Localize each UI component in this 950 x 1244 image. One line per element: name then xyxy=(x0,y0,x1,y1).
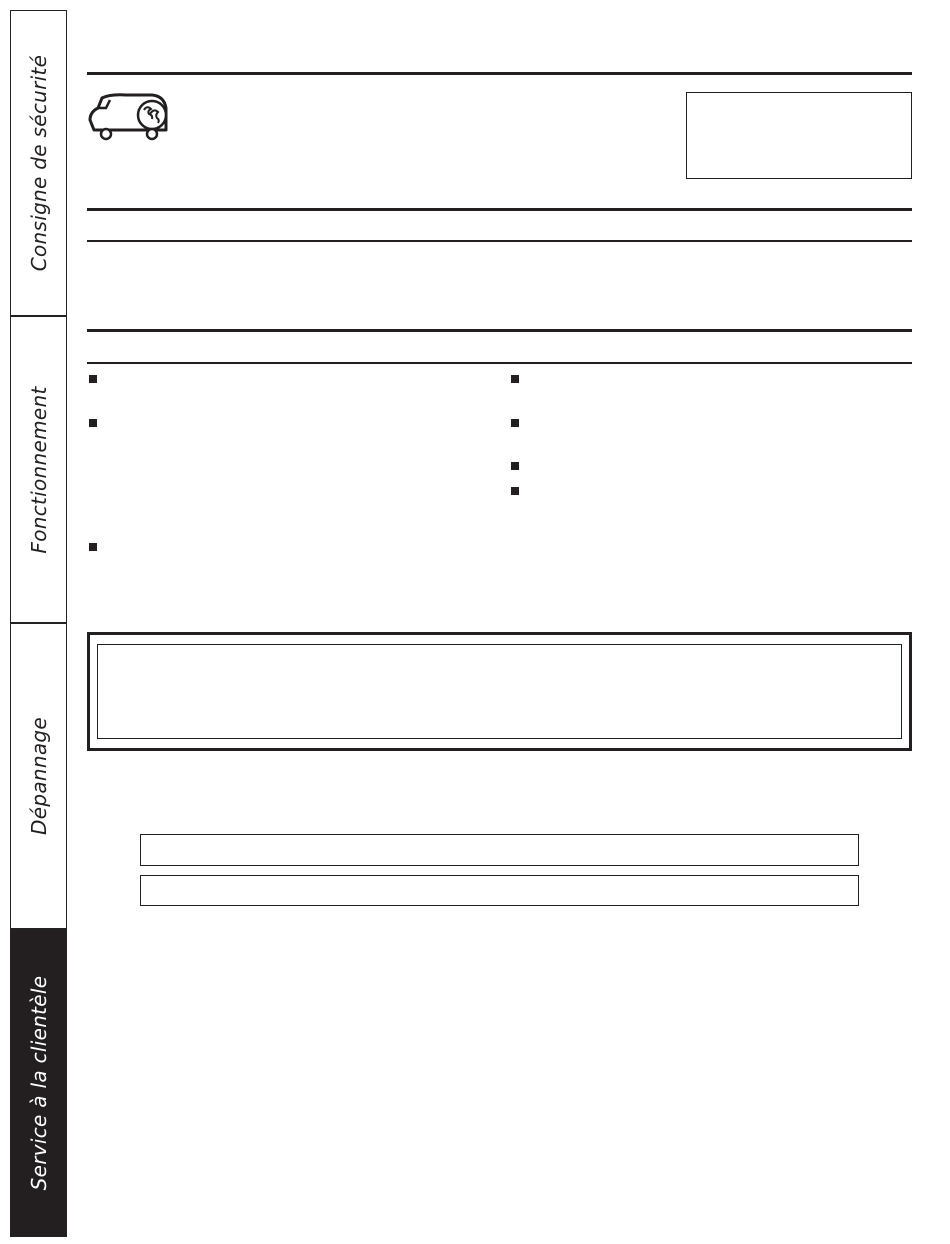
tab-service-a-la-clientele[interactable] xyxy=(10,929,67,1237)
header-rule xyxy=(87,72,912,75)
tab-fonctionnement[interactable] xyxy=(10,316,67,623)
ge-service-van-icon xyxy=(86,90,172,146)
section-rule xyxy=(87,240,912,242)
model-number-field[interactable] xyxy=(140,834,859,866)
section-rule xyxy=(87,329,912,332)
square-bullet-icon xyxy=(89,419,97,427)
notice-box-outer xyxy=(87,632,912,751)
section-rule xyxy=(87,362,912,364)
model-info-box xyxy=(686,92,912,179)
section-rule xyxy=(87,208,912,211)
square-bullet-icon xyxy=(511,487,519,495)
tab-label: Dépannage xyxy=(26,717,51,835)
tab-consigne-de-securite[interactable] xyxy=(10,10,67,316)
tab-depannage[interactable] xyxy=(10,623,67,929)
notice-box-inner xyxy=(97,644,902,739)
square-bullet-icon xyxy=(89,375,97,383)
square-bullet-icon xyxy=(511,462,519,470)
square-bullet-icon xyxy=(511,419,519,427)
square-bullet-icon xyxy=(89,543,97,551)
tab-label: Service à la clientèle xyxy=(26,975,51,1191)
tab-label: Fonctionnement xyxy=(26,385,51,554)
serial-number-field[interactable] xyxy=(140,875,859,906)
tab-label: Consigne de sécurité xyxy=(26,54,51,272)
square-bullet-icon xyxy=(511,375,519,383)
